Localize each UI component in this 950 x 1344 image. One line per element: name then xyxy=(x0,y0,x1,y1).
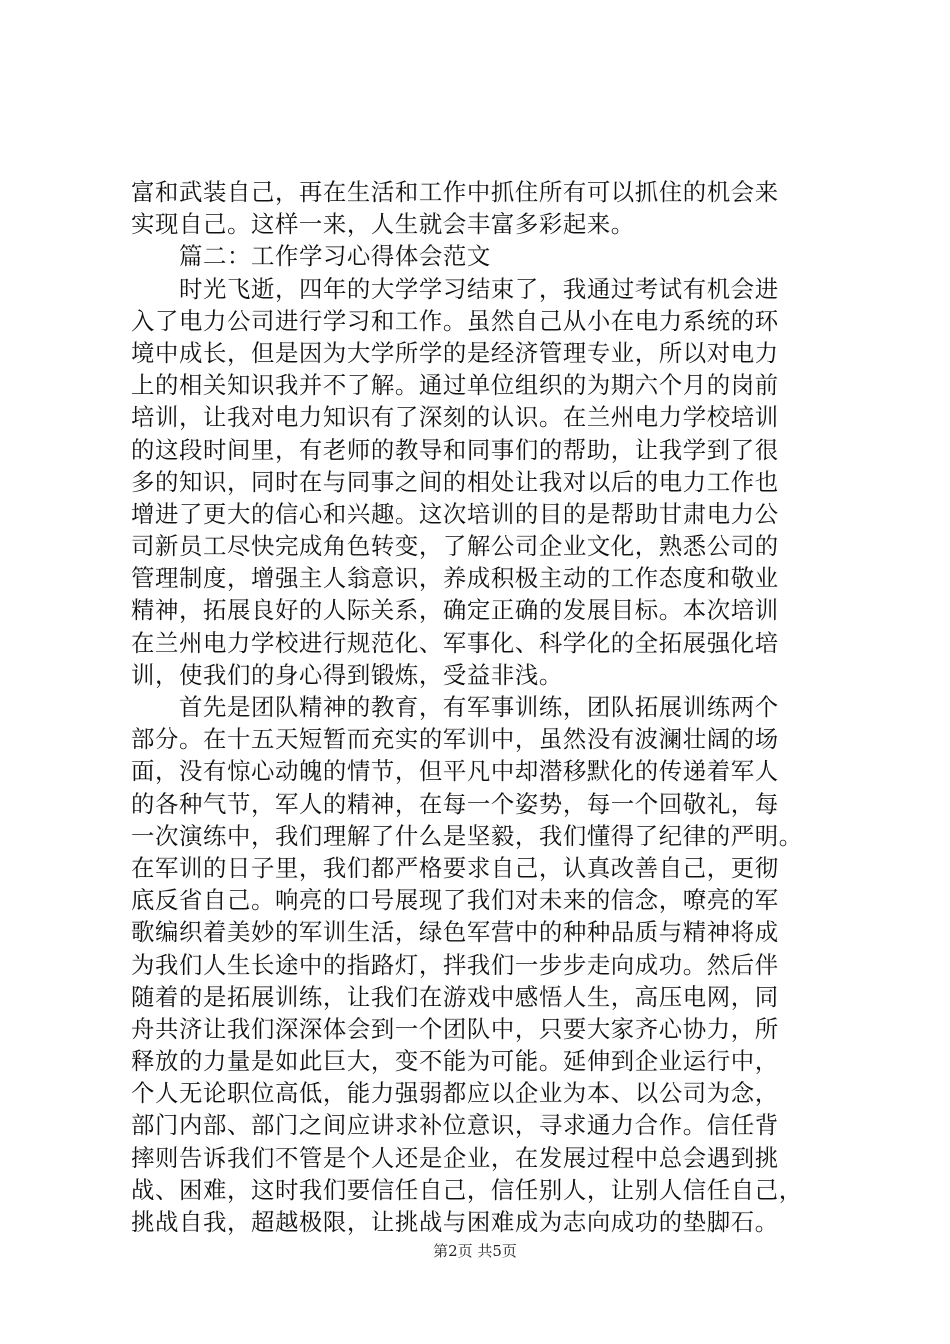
text-line: 入了电力公司进行学习和工作。虽然自己从小在电力系统的环 xyxy=(131,306,779,335)
text-line: 释放的力量是如此巨大，变不能为可能。延伸到企业运行中， xyxy=(131,1047,779,1076)
text-line: 篇二：工作学习心得体会范文 xyxy=(179,242,491,271)
text-line: 部门内部、部门之间应讲求补位意识，寻求通力合作。信任背 xyxy=(131,1111,779,1140)
text-line: 一次演练中，我们理解了什么是坚毅，我们懂得了纪律的严明。 xyxy=(131,821,803,850)
text-line: 随着的是拓展训练，让我们在游戏中感悟人生，高压电网，同 xyxy=(131,982,779,1011)
text-line: 个人无论职位高低，能力强弱都应以企业为本、以公司为念， xyxy=(131,1079,779,1108)
text-line: 司新员工尽快完成角色转变，了解公司企业文化，熟悉公司的 xyxy=(131,532,779,561)
text-line: 管理制度，增强主人翁意识，养成积极主动的工作态度和敬业 xyxy=(131,564,779,593)
text-line: 战、困难，这时我们要信任自己，信任别人，让别人信任自己， xyxy=(131,1175,803,1204)
text-line: 挑战自我，超越极限，让挑战与困难成为志向成功的垫脚石。 xyxy=(131,1208,779,1236)
page-footer: 第2页 共5页 xyxy=(433,1242,517,1260)
text-line: 富和武装自己，再在生活和工作中抓住所有可以抓住的机会来 xyxy=(131,178,779,206)
text-line: 为我们人生长途中的指路灯，拌我们一步步走向成功。然后伴 xyxy=(131,950,779,979)
text-line: 在兰州电力学校进行规范化、军事化、科学化的全拓展强化培 xyxy=(131,628,779,657)
text-line: 歌编织着美妙的军训生活，绿色军营中的种种品质与精神将成 xyxy=(131,918,779,947)
text-line: 境中成长，但是因为大学所学的是经济管理专业，所以对电力 xyxy=(131,338,779,367)
text-line: 多的知识，同时在与同事之间的相处让我对以后的电力工作也 xyxy=(131,467,779,496)
text-line: 部分。在十五天短暂而充实的军训中，虽然没有波澜壮阔的场 xyxy=(131,725,779,754)
text-line: 上的相关知识我并不了解。通过单位组织的为期六个月的岗前 xyxy=(131,371,779,400)
text-line: 时光飞逝，四年的大学学习结束了，我通过考试有机会进 xyxy=(179,274,779,303)
text-line: 的这段时间里，有老师的教导和同事们的帮助，让我学到了很 xyxy=(131,435,779,464)
text-line: 面，没有惊心动魄的情节，但平凡中却潜移默化的传递着军人 xyxy=(131,757,779,786)
text-line: 精神，拓展良好的人际关系，确定正确的发展目标。本次培训 xyxy=(131,596,779,625)
text-line: 舟共济让我们深深体会到一个团队中，只要大家齐心协力，所 xyxy=(131,1014,779,1043)
text-line: 增进了更大的信心和兴趣。这次培训的目的是帮助甘肃电力公 xyxy=(131,499,779,528)
text-line: 培训，让我对电力知识有了深刻的认识。在兰州电力学校培训 xyxy=(131,403,779,432)
text-line: 实现自己。这样一来，人生就会丰富多彩起来。 xyxy=(131,210,635,239)
text-line: 底反省自己。响亮的口号展现了我们对未来的信念，嘹亮的军 xyxy=(131,886,779,915)
text-line: 首先是团队精神的教育，有军事训练，团队拓展训练两个 xyxy=(179,693,779,721)
document-body xyxy=(131,176,831,1238)
text-line: 训，使我们的身心得到锻炼，受益非浅。 xyxy=(131,660,563,689)
text-line: 在军训的日子里，我们都严格要求自己，认真改善自己，更彻 xyxy=(131,853,779,882)
text-line: 摔则告诉我们不管是个人还是企业，在发展过程中总会遇到挑 xyxy=(131,1143,779,1172)
text-line: 的各种气节，军人的精神，在每一个姿势，每一个回敬礼，每 xyxy=(131,789,779,818)
